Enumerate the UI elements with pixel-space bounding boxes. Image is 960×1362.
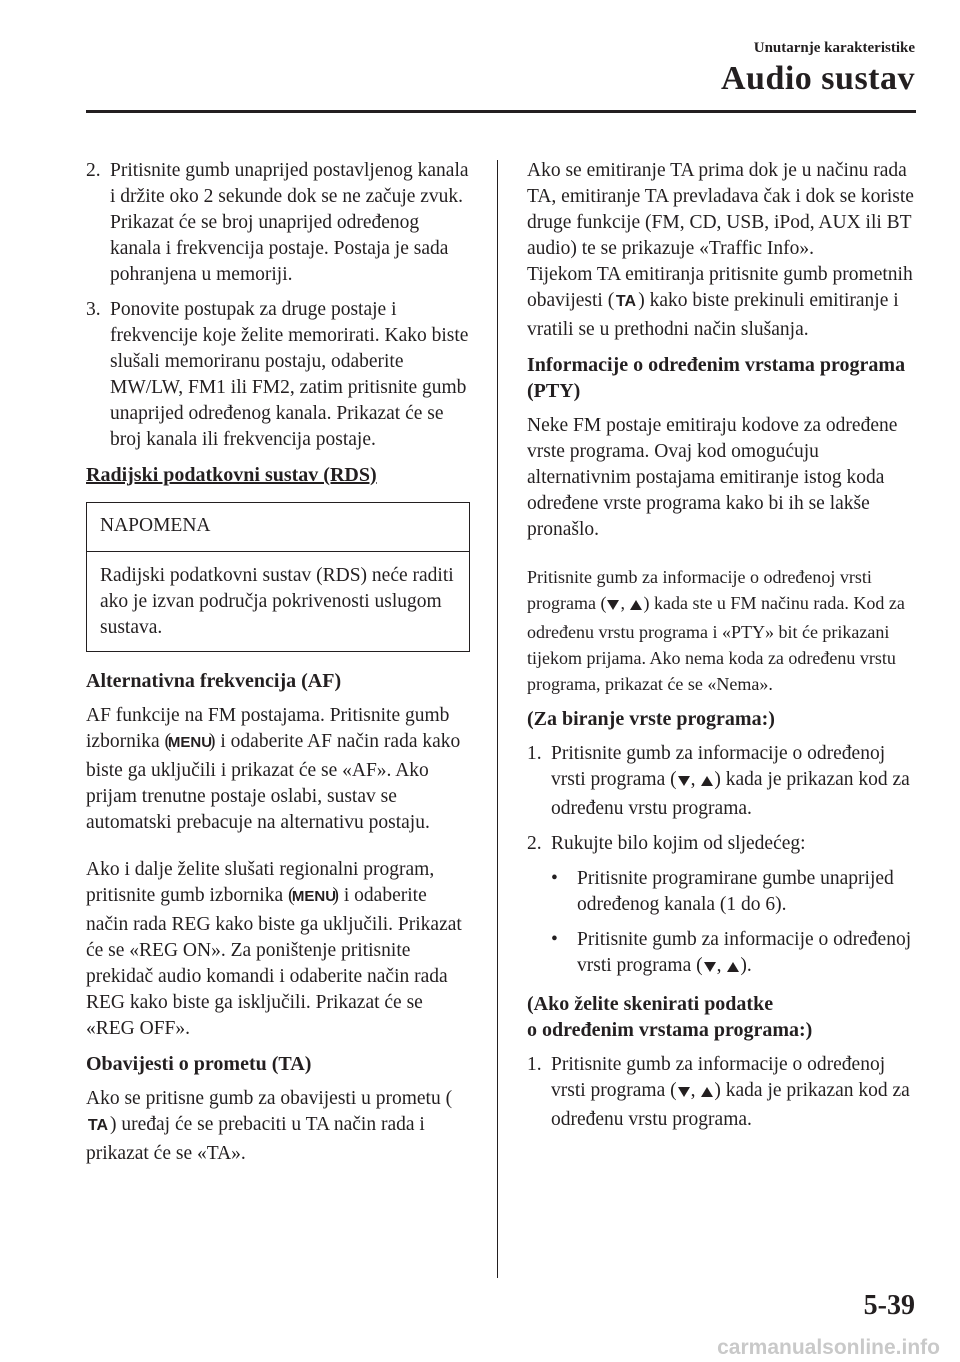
header-divider [86, 110, 916, 113]
ta-button-icon [86, 1115, 110, 1141]
ta-cancel-paragraph: Tijekom TA emitiranja pritisnite gumb prometnih obavijesti ( TA ) kako biste prekinuli emitiranje i vratili se u prethodni način slušanja. [527, 264, 913, 340]
menu-button-icon [167, 732, 213, 758]
af-paragraph: AF funkcije na FM postajama. Pritisnite gumb izbornika ( MENU ) i odaberite AF način rada kako biste ga uključili i prikazat će se «AF». Ako prijam trenutne postaje oslabi, sustav se automatski prebacuje na alternativu postaju. [86, 705, 461, 833]
menu-button-icon [291, 886, 336, 912]
left-column [86, 158, 470, 1167]
ta-button-icon [614, 291, 638, 317]
note-box [86, 502, 470, 652]
down-triangle-icon [606, 593, 620, 619]
up-triangle-icon [700, 770, 714, 796]
svg-text:MENU: MENU [167, 734, 213, 751]
svg-text:MENU: MENU [291, 888, 336, 905]
watermark: carmanualsonline.info [717, 1336, 940, 1359]
pty-heading: Informacije o određenim vrstama programa (PTY) [527, 354, 906, 402]
bullet-item: • Pritisnite gumb za informacije o određenoj vrsti programa ( , ). [527, 927, 917, 982]
down-triangle-icon [703, 956, 717, 982]
select-heading: (Za biranje vrste programa:) [527, 708, 775, 730]
scan-heading: (Ako želite skenirati podatke o određenim vrstama programa:) [527, 993, 813, 1041]
section-header: Unutarnje karakteristike [753, 40, 915, 56]
pty-usage-paragraph: Pritisnite gumb za informacije o određenoj vrsti programa ( , ) kada ste u FM načinu rada. Kod za određenu vrstu programa i «PTY» bit će prikazani tijekom prijama. Ako nema koda za određenu vrstu programa, prikazat će se «Nema». [527, 567, 905, 694]
af-regional-paragraph: Ako i dalje želite slušati regionalni program, pritisnite gumb izbornika ( MENU ) i odaberite način rada REG kako biste ga uključili. Prikazat će se «REG ON». Za poništenje pritisnite prekidač audio komandi i odaberite način rada REG kako biste ga isključili. Prikazat će se «REG OFF». [86, 859, 462, 1039]
step-item: 2. Rukujte bilo kojim od sljedećeg: [527, 833, 806, 854]
rds-heading: Radijski podatkovni sustav (RDS) [86, 464, 377, 486]
svg-text:TA: TA [616, 293, 637, 310]
step-number: 2. [86, 160, 101, 181]
up-triangle-icon [700, 1081, 714, 1107]
svg-text:TA: TA [87, 1117, 109, 1134]
pty-paragraph: Neke FM postaje emitiraju kodove za određene vrste programa. Ovaj kod omogućuju alternativnim postajama emitiranje istog koda određene vrste programa kako bi ih se lakše pronašlo. [527, 415, 898, 540]
step-item: 1. Pritisnite gumb za informacije o određenoj vrsti programa ( , ) kada je prikazan kod za određenu vrstu programa. [527, 743, 910, 819]
note-title: NAPOMENA [87, 503, 469, 552]
step-item [86, 297, 470, 453]
page-number: 5-39 [863, 1290, 915, 1321]
step-item [86, 158, 470, 288]
step-text: Pritisnite gumb unaprijed postavljenog kanala i držite oko 2 sekunde dok se ne začuje zvuk. Prikazat će se broj unaprijed određenog kanala i frekvencija postaje. Postaja je sada pohranjena u memoriji. [110, 160, 469, 285]
page-title: Audio sustav [720, 60, 915, 97]
up-triangle-icon [629, 593, 643, 619]
ta-paragraph: Ako se pritisne gumb za obavijesti u prometu ( TA ) uređaj će se prebaciti u TA način rada i prikazat će se «TA». [86, 1088, 453, 1164]
bullet-item: • Pritisnite programirane gumbe unaprijed određenog kanala (1 do 6). [551, 868, 894, 915]
step-number: 3. [86, 299, 101, 320]
down-triangle-icon [677, 770, 691, 796]
down-triangle-icon [677, 1081, 691, 1107]
note-text: Radijski podatkovni sustav (RDS) neće raditi ako je izvan područja pokrivenosti uslugom sustava. [100, 565, 454, 638]
column-divider [497, 160, 498, 1278]
ta-heading: Obavijesti o prometu (TA) [86, 1053, 312, 1075]
right-column [527, 158, 917, 1133]
step-item: 1. Pritisnite gumb za informacije o određenoj vrsti programa ( , ) kada je prikazan kod za određenu vrstu programa. [527, 1054, 910, 1130]
af-heading: Alternativna frekvencija (AF) [86, 670, 342, 692]
up-triangle-icon [726, 956, 740, 982]
step-text: Ponovite postupak za druge postaje i frekvencije koje želite memorirati. Kako biste slušali memoriranu postaju, odaberite MW/LW, FM1 ili FM2, zatim pritisnite gumb unaprijed određenog kanala. Prikazat će se broj kanala ili frekvencija postaje. [110, 299, 469, 450]
ta-info-paragraph: Ako se emitiranje TA prima dok je u načinu rada TA, emitiranje TA prevladava čak i dok se koriste druge funkcije (FM, CD, USB, iPod, AUX ili BT audio) te se prikazuje «Traffic Info». [527, 160, 914, 259]
